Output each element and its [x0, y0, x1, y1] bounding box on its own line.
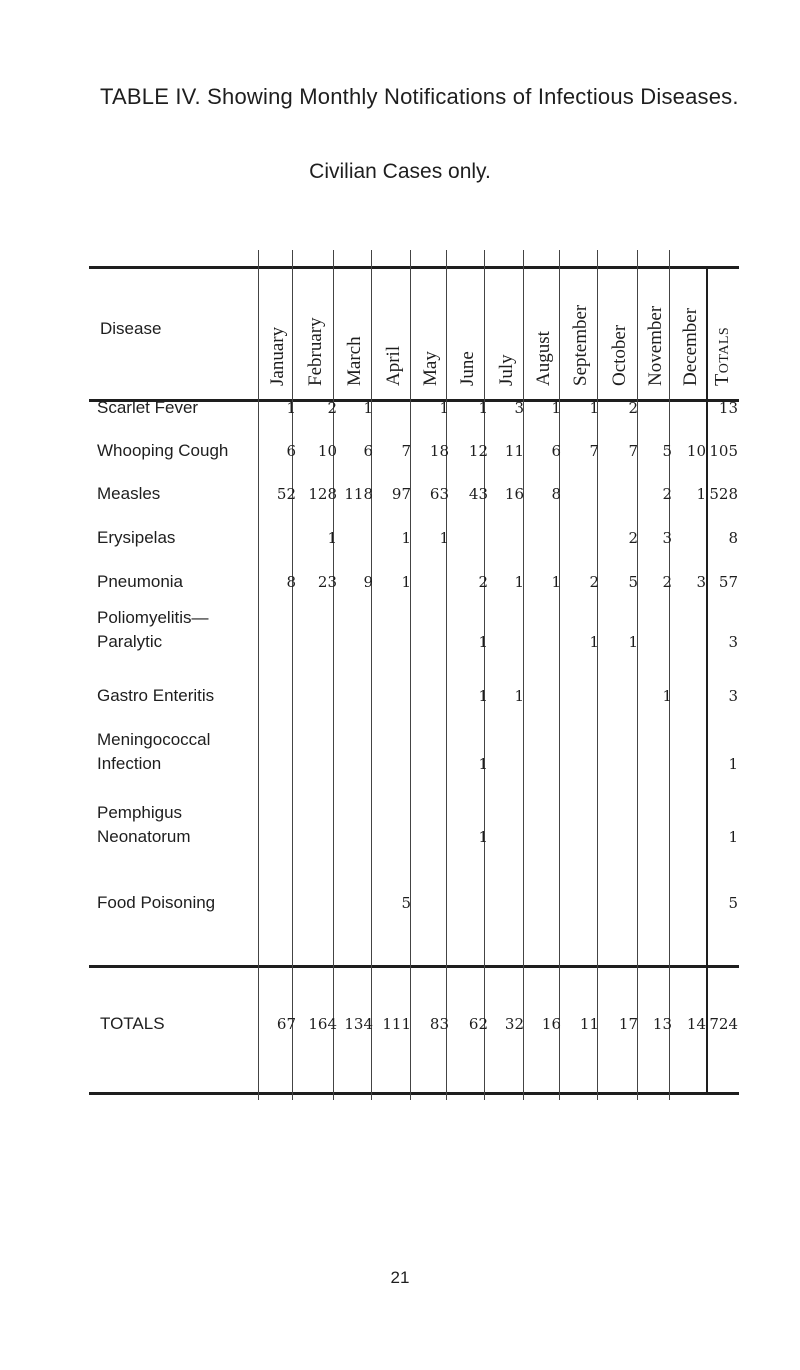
- header-month-june: June: [457, 351, 478, 386]
- table-cell: 63: [429, 485, 449, 503]
- column-divider: [597, 250, 598, 1100]
- table-cell: 5: [628, 573, 638, 591]
- table-cell: 6: [363, 442, 373, 460]
- table-cell: 1: [514, 687, 524, 705]
- totals-cell: 11: [579, 1015, 599, 1033]
- row-total: 3: [728, 633, 738, 651]
- table-cell: 43: [468, 485, 488, 503]
- column-divider: [333, 250, 334, 1100]
- totals-cell: 16: [541, 1015, 561, 1033]
- body-rule: [89, 965, 739, 968]
- column-divider: [258, 250, 259, 1100]
- table-cell: 2: [662, 485, 672, 503]
- header-month-march: March: [344, 336, 365, 386]
- table-cell: 5: [662, 442, 672, 460]
- row-total: 5: [728, 894, 738, 912]
- disease-name: Meningococcal: [97, 730, 211, 749]
- table-cell: 10: [317, 442, 337, 460]
- table-cell: 3: [514, 399, 524, 417]
- column-divider: [484, 250, 485, 1100]
- table-cell: 8: [551, 485, 561, 503]
- header-month-may: May: [420, 351, 441, 386]
- grand-total: 724: [709, 1015, 738, 1033]
- table-cell: 1: [589, 633, 599, 651]
- column-divider: [446, 250, 447, 1100]
- column-divider: [559, 250, 560, 1100]
- table-cell: 1: [401, 529, 411, 547]
- disease-name: Erysipelas: [97, 528, 176, 547]
- table-cell: 8: [286, 573, 296, 591]
- disease-name: Whooping Cough: [97, 441, 229, 460]
- table-cell: 1: [478, 828, 488, 846]
- table-cell: 97: [391, 485, 411, 503]
- table-cell: 3: [696, 573, 706, 591]
- totals-label: TOTALS: [100, 1014, 165, 1033]
- totals-cell: 17: [618, 1015, 638, 1033]
- totals-cell: 32: [504, 1015, 524, 1033]
- page-number: 21: [390, 1268, 410, 1287]
- table-cell: 1: [514, 573, 524, 591]
- table-cell: 11: [504, 442, 524, 460]
- header-month-february: February: [304, 317, 326, 386]
- row-total: 13: [718, 399, 738, 417]
- table-cell: 1: [401, 573, 411, 591]
- table-cell: 10: [686, 442, 706, 460]
- totals-cell: 67: [276, 1015, 296, 1033]
- header-month-january: January: [267, 326, 288, 386]
- table-cell: 1: [478, 687, 488, 705]
- table-cell: 1: [551, 573, 561, 591]
- row-total: 105: [709, 442, 738, 460]
- table-cell: 1: [551, 399, 561, 417]
- totals-cell: 13: [652, 1015, 672, 1033]
- table-cell: 6: [286, 442, 296, 460]
- table-cell: 1: [363, 399, 373, 417]
- header-month-july: July: [495, 354, 517, 386]
- table-cell: 1: [478, 399, 488, 417]
- column-divider: [371, 250, 372, 1100]
- disease-name: Poliomyelitis—: [97, 608, 209, 627]
- table-cell: 2: [628, 399, 638, 417]
- row-total: 528: [709, 485, 738, 503]
- table-cell: 2: [628, 529, 638, 547]
- table-cell: 7: [589, 442, 599, 460]
- header-month-october: October: [609, 324, 630, 386]
- table-cell: 128: [308, 485, 337, 503]
- header-month-september: September: [570, 304, 591, 386]
- table-cell: 1: [696, 485, 706, 503]
- table-cell: 18: [429, 442, 449, 460]
- table-cell: 1: [589, 399, 599, 417]
- totals-divider: [706, 266, 708, 1095]
- table-cell: 3: [662, 529, 672, 547]
- row-total: 1: [728, 755, 738, 773]
- disease-name: Infection: [97, 754, 162, 773]
- table-cell: 2: [327, 399, 337, 417]
- table-cell: 1: [439, 399, 449, 417]
- disease-name: Gastro Enteritis: [97, 686, 215, 705]
- table-cell: 6: [551, 442, 561, 460]
- disease-name: Scarlet Fever: [97, 398, 199, 417]
- row-total: 1: [728, 828, 738, 846]
- totals-cell: 14: [686, 1015, 706, 1033]
- table-title: TABLE IV. Showing Monthly Notifications of Infectious Diseases.: [100, 84, 739, 109]
- table-cell: 7: [628, 442, 638, 460]
- table-cell: 1: [286, 399, 296, 417]
- totals-cell: 134: [344, 1015, 373, 1033]
- column-divider: [410, 250, 411, 1100]
- header-month-december: December: [679, 307, 701, 386]
- table-cell: 23: [317, 573, 337, 591]
- disease-name: Pneumonia: [97, 572, 184, 591]
- disease-name: Neonatorum: [97, 827, 191, 846]
- row-total: 8: [728, 529, 738, 547]
- bottom-rule: [89, 1092, 739, 1095]
- table-cell: 12: [468, 442, 488, 460]
- table-cell: 2: [589, 573, 599, 591]
- disease-name: Pemphigus: [97, 803, 183, 822]
- table-cell: 2: [662, 573, 672, 591]
- disease-name: Food Poisoning: [97, 893, 216, 912]
- row-total: 57: [718, 573, 738, 591]
- table-cell: 9: [363, 573, 373, 591]
- table-cell: 1: [327, 529, 337, 547]
- header-month-august: August: [533, 331, 554, 386]
- table-subtitle: Civilian Cases only.: [309, 160, 491, 183]
- disease-name: Paralytic: [97, 632, 163, 651]
- row-total: 3: [728, 687, 738, 705]
- table-cell: 1: [662, 687, 672, 705]
- totals-cell: 111: [382, 1015, 411, 1033]
- table-cell: 1: [478, 633, 488, 651]
- header-month-november: November: [645, 305, 666, 386]
- column-divider: [523, 250, 524, 1100]
- table-cell: 52: [276, 485, 296, 503]
- table-cell: 118: [344, 485, 373, 503]
- column-divider: [637, 250, 638, 1100]
- totals-cell: 164: [308, 1015, 337, 1033]
- table-cell: 1: [628, 633, 638, 651]
- table-cell: 5: [401, 894, 411, 912]
- header-totals: Totals: [711, 326, 733, 386]
- header-month-april: April: [382, 345, 404, 386]
- disease-name: Measles: [97, 484, 161, 503]
- table-cell: 1: [478, 755, 488, 773]
- table-cell: 16: [504, 485, 524, 503]
- totals-cell: 83: [429, 1015, 449, 1033]
- table-cell: 1: [439, 529, 449, 547]
- header-disease: Disease: [100, 319, 162, 338]
- totals-cell: 62: [468, 1015, 488, 1033]
- table-cell: 2: [478, 573, 488, 591]
- table-cell: 7: [401, 442, 411, 460]
